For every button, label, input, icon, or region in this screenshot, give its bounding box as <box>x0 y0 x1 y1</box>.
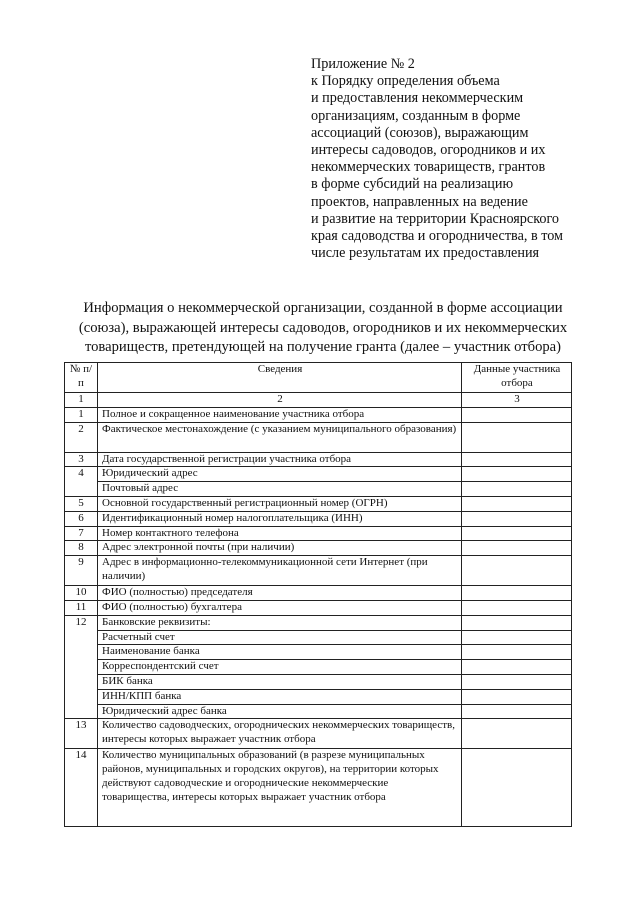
data-cell[interactable] <box>462 556 572 586</box>
table-header-row <box>65 363 572 393</box>
table-row <box>65 511 572 526</box>
header-number: № п/п <box>65 363 98 393</box>
table-row <box>65 615 572 630</box>
row-number: 4 <box>65 467 98 497</box>
header-info: Сведения <box>98 363 462 393</box>
data-cell[interactable] <box>462 719 572 749</box>
row-number: 12 <box>65 615 98 719</box>
row-text: Номер контактного телефона <box>98 526 462 541</box>
appendix-line: Приложение № 2 <box>311 56 415 72</box>
row-number: 10 <box>65 586 98 601</box>
table-row <box>65 452 572 467</box>
table-row <box>65 422 572 452</box>
row-text: БИК банка <box>98 674 462 689</box>
row-text: Количество садоводческих, огороднических некоммерческих товариществ, интересы которых выражает участник отбора <box>98 719 462 749</box>
table-row <box>65 674 572 689</box>
document-heading <box>58 299 588 358</box>
header-data: Данные участника отбора <box>462 363 572 393</box>
row-number: 1 <box>65 407 98 422</box>
table-row <box>65 630 572 645</box>
table-row <box>65 467 572 482</box>
data-cell[interactable] <box>462 689 572 704</box>
data-cell[interactable] <box>462 496 572 511</box>
row-text: Основной государственный регистрационный номер (ОГРН) <box>98 496 462 511</box>
data-cell[interactable] <box>462 586 572 601</box>
data-cell[interactable] <box>462 541 572 556</box>
row-number: 2 <box>65 422 98 452</box>
row-text: Адрес электронной почты (при наличии) <box>98 541 462 556</box>
table-row <box>65 719 572 749</box>
row-text: Количество муниципальных образований (в разрезе муниципальных районов, муниципальных и городских округов), на территории которых действуют садоводческие и огороднические некоммерческие товарищества, интересы которых выражает участник отбора <box>98 749 462 827</box>
table-row <box>65 645 572 660</box>
row-text: Полное и сокращенное наименование участника отбора <box>98 407 462 422</box>
row-number: 8 <box>65 541 98 556</box>
data-cell[interactable] <box>462 600 572 615</box>
table-row <box>65 482 572 497</box>
data-cell[interactable] <box>462 422 572 452</box>
row-text: Банковские реквизиты: <box>98 615 462 630</box>
row-text: Наименование банка <box>98 645 462 660</box>
data-cell[interactable] <box>462 482 572 497</box>
column-number-row <box>65 393 572 408</box>
table-row <box>65 749 572 827</box>
table-row <box>65 541 572 556</box>
heading-line: Информация о некоммерческой организации, созданной в форме ассоциации <box>83 300 563 316</box>
data-cell[interactable] <box>462 645 572 660</box>
column-number: 3 <box>462 393 572 408</box>
info-table <box>64 362 572 827</box>
row-number: 5 <box>65 496 98 511</box>
data-cell[interactable] <box>462 407 572 422</box>
row-text: Почтовый адрес <box>98 482 462 497</box>
data-cell[interactable] <box>462 526 572 541</box>
row-number: 13 <box>65 719 98 749</box>
data-cell[interactable] <box>462 615 572 630</box>
appendix-block <box>311 56 611 262</box>
table-row <box>65 556 572 586</box>
row-text: Юридический адрес банка <box>98 704 462 719</box>
data-cell[interactable] <box>462 660 572 675</box>
row-text: Идентификационный номер налогоплательщика (ИНН) <box>98 511 462 526</box>
appendix-line: в форме субсидий на реализацию <box>311 176 514 193</box>
data-cell[interactable] <box>462 674 572 689</box>
row-number: 9 <box>65 556 98 586</box>
row-number: 6 <box>65 511 98 526</box>
table-row <box>65 600 572 615</box>
row-text: Корреспондентский счет <box>98 660 462 675</box>
table-row <box>65 660 572 675</box>
appendix-line: числе результатам их предоставления <box>311 245 540 262</box>
row-number: 11 <box>65 600 98 615</box>
appendix-line: края садоводства и огородничества, в том <box>311 228 564 245</box>
appendix-line: организациям, созданным в форме <box>311 107 521 124</box>
row-number: 7 <box>65 526 98 541</box>
table-row <box>65 689 572 704</box>
data-cell[interactable] <box>462 749 572 827</box>
appendix-line: проектов, направленных на ведение <box>311 193 528 210</box>
column-number: 2 <box>98 393 462 408</box>
data-cell[interactable] <box>462 452 572 467</box>
table-row <box>65 586 572 601</box>
appendix-line: интересы садоводов, огородников и их <box>311 142 546 159</box>
row-text: ФИО (полностью) председателя <box>98 586 462 601</box>
row-text: ИНН/КПП банка <box>98 689 462 704</box>
appendix-line: ассоциаций (союзов), выражающим <box>311 124 529 141</box>
appendix-line: некоммерческих товариществ, грантов <box>311 159 546 176</box>
data-cell[interactable] <box>462 630 572 645</box>
row-text: Дата государственной регистрации участника отбора <box>98 452 462 467</box>
row-number: 3 <box>65 452 98 467</box>
heading-line: (союза), выражающей интересы садоводов, огородников и их некоммерческих <box>78 319 568 336</box>
column-number: 1 <box>65 393 98 408</box>
table-row <box>65 407 572 422</box>
table-row <box>65 704 572 719</box>
table-row <box>65 526 572 541</box>
data-cell[interactable] <box>462 467 572 482</box>
appendix-line: к Порядку определения объема <box>311 73 500 90</box>
row-number: 14 <box>65 749 98 827</box>
row-text: Адрес в информационно-телекоммуникационной сети Интернет (при наличии) <box>98 556 462 586</box>
row-text: ФИО (полностью) бухгалтера <box>98 600 462 615</box>
data-cell[interactable] <box>462 704 572 719</box>
appendix-line: и развитие на территории Красноярского <box>311 210 560 227</box>
appendix-line: и предоставления некоммерческим <box>311 90 524 107</box>
data-cell[interactable] <box>462 511 572 526</box>
heading-line: товариществ, претендующей на получение гранта (далее – участник отбора) <box>84 339 562 356</box>
row-text: Фактическое местонахождение (с указанием муниципального образования) <box>98 422 462 452</box>
row-text: Расчетный счет <box>98 630 462 645</box>
table-row <box>65 496 572 511</box>
row-text: Юридический адрес <box>98 467 462 482</box>
